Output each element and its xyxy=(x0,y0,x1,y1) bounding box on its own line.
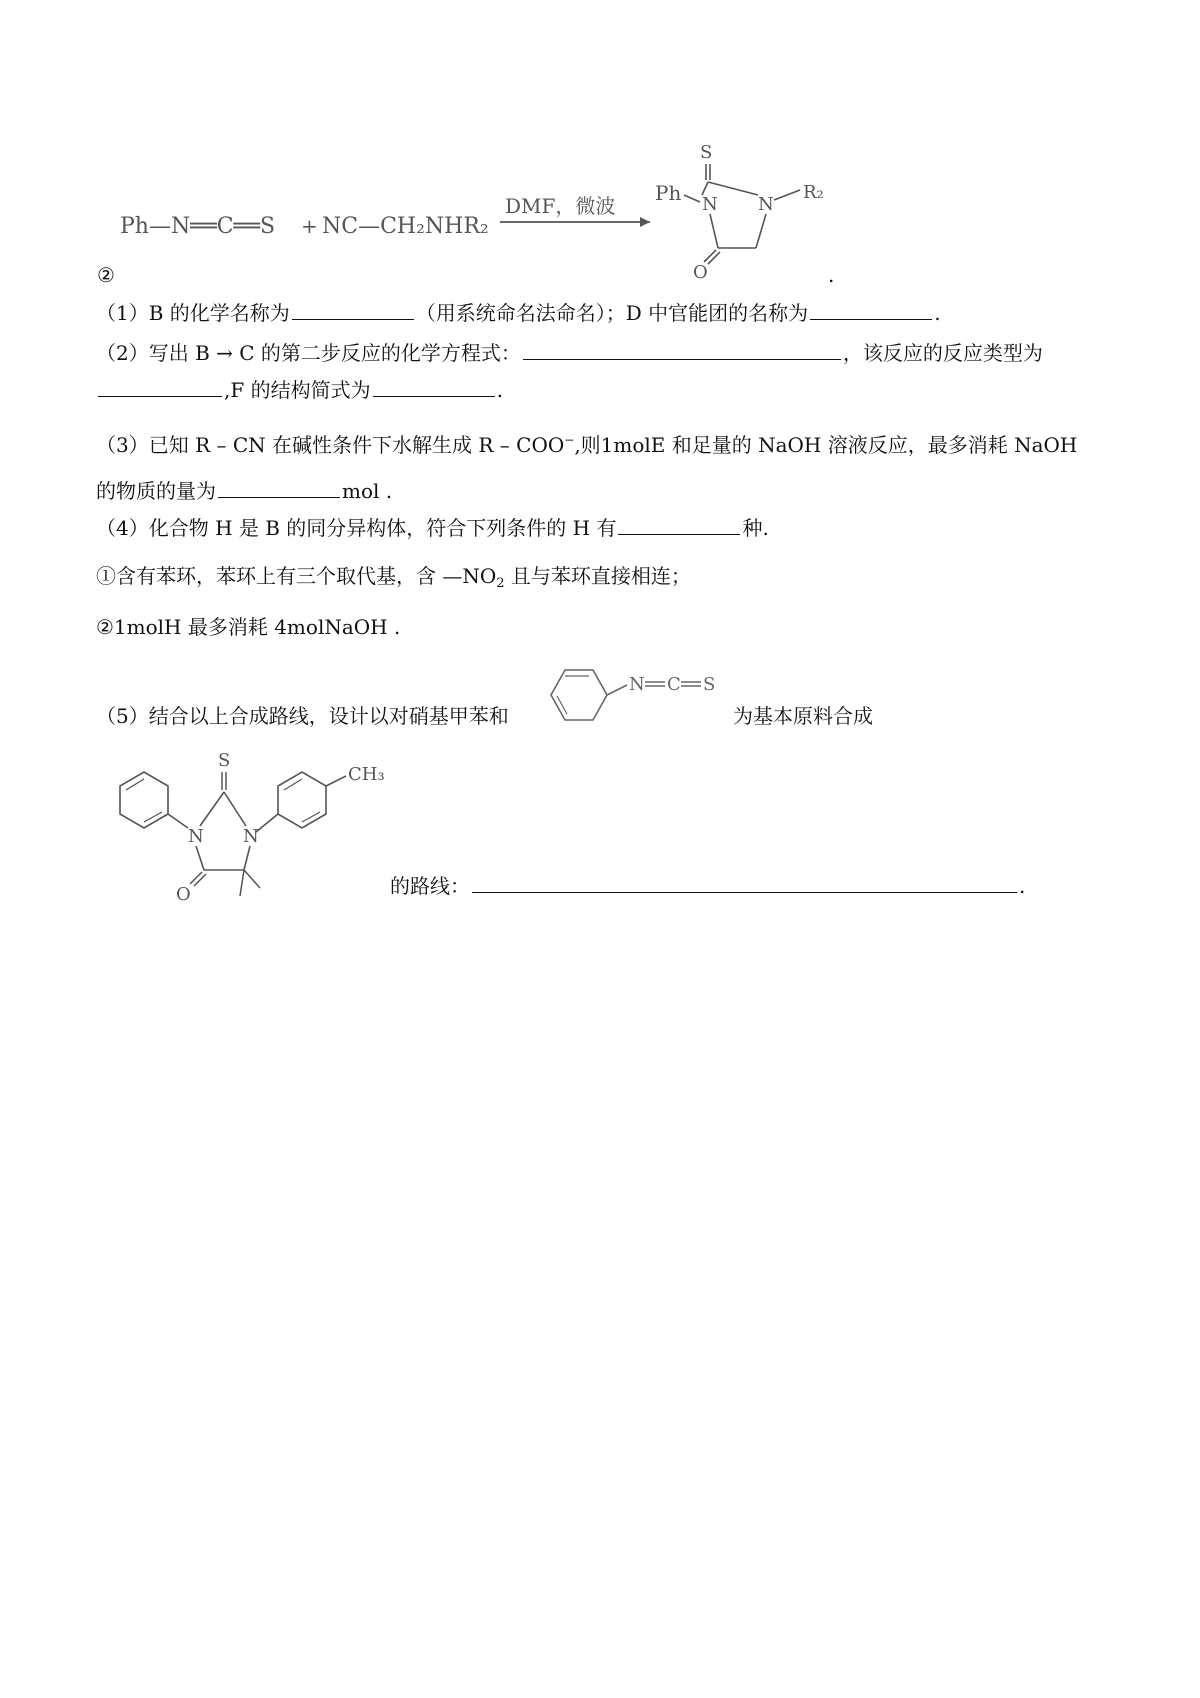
question-2-cont xyxy=(96,374,503,404)
q2-blank-equation[interactable] xyxy=(523,337,841,360)
q2-blank-reaction-type[interactable] xyxy=(98,374,222,397)
product-r2-label: R₂ xyxy=(803,182,824,203)
q4-cond1-text-b: 且与苯环直接相连； xyxy=(504,564,691,588)
product-o-label: O xyxy=(693,262,708,283)
scheme-end-dot: . xyxy=(828,263,835,287)
q2-blank-f-structure[interactable] xyxy=(373,374,495,397)
q3-text-c: 的物质的量为 xyxy=(96,479,216,503)
q4-cond2-text: ②1molH 最多消耗 4molNaOH . xyxy=(96,615,401,639)
q1-text-a: （1）B 的化学名称为 xyxy=(96,301,290,325)
product-ph-label: Ph xyxy=(655,181,682,205)
q1-text-c: . xyxy=(934,301,941,325)
q3-text-a: （3）已知 R – CN 在碱性条件下水解生成 R – COO xyxy=(96,433,565,457)
reagent-n-label: N xyxy=(629,674,645,695)
q3-text-d: mol . xyxy=(342,479,393,503)
target-molecule xyxy=(100,748,400,908)
product-n2-label: N xyxy=(758,194,774,215)
product-s-label: S xyxy=(700,142,713,163)
reagent-c-label: C xyxy=(667,674,681,695)
question-1 xyxy=(96,297,941,327)
q1-blank-b-name[interactable] xyxy=(292,297,414,320)
question-4 xyxy=(96,512,769,542)
q5-text-d: . xyxy=(1019,874,1026,898)
reaction-conditions: DMF，微波 xyxy=(505,194,616,218)
question-3-cont xyxy=(96,475,392,505)
q3-charge: − xyxy=(564,433,575,447)
reagent-benzene-ring xyxy=(551,670,607,720)
reactant-phenyl-isothiocyanate: Ph—N══C══S xyxy=(120,214,276,239)
q4-cond1-text-a: ①含有苯环，苯环上有三个取代基，含 —NO xyxy=(96,564,497,588)
reagent-phenyl-isothiocyanate xyxy=(535,660,735,730)
target-o-label: O xyxy=(176,884,191,905)
question-5 xyxy=(96,702,509,730)
q2-text-a: （2）写出 B → C 的第二步反应的化学方程式： xyxy=(96,341,521,365)
q1-text-b: （用系统命名法命名）；D 中官能团的名称为 xyxy=(415,301,809,325)
q4-blank-isomer-count[interactable] xyxy=(618,512,740,535)
q3-text-b: ,则1molE 和足量的 NaOH 溶液反应，最多消耗 NaOH xyxy=(574,433,1078,457)
q1-blank-d-functional-group[interactable] xyxy=(810,297,932,320)
question-5-route xyxy=(390,870,1025,900)
reagent-s-label: S xyxy=(703,674,716,695)
q4-text-a: （4）化合物 H 是 B 的同分异构体，符合下列条件的 H 有 xyxy=(96,516,617,540)
reaction-number: ② xyxy=(97,263,115,287)
q2-text-d: . xyxy=(496,378,503,402)
q3-blank-naoh-amount[interactable] xyxy=(218,475,340,498)
q4-text-b: 种. xyxy=(742,516,769,540)
q5-text-c: 的路线： xyxy=(390,874,470,898)
q4-condition-1 xyxy=(96,562,691,598)
q4-cond1-sub: 2 xyxy=(496,576,505,591)
reactant-aminonitrile: NC—CH₂NHR₂ xyxy=(322,214,489,239)
target-right-benzene xyxy=(278,772,326,828)
q2-text-c: ,F 的结构简式为 xyxy=(224,378,371,402)
arrow-head xyxy=(640,217,650,227)
target-s-label: S xyxy=(218,750,231,771)
question-5-b xyxy=(733,702,873,730)
target-ch3-label: CH₃ xyxy=(348,764,385,785)
q4-condition-2 xyxy=(96,613,400,641)
plus-sign: + xyxy=(301,214,318,238)
target-n2-label: N xyxy=(243,826,259,847)
q2-text-b: ，该反应的反应类型为 xyxy=(842,341,1043,365)
q5-blank-synthesis-route[interactable] xyxy=(472,870,1017,893)
target-left-benzene xyxy=(120,772,168,828)
reaction-scheme xyxy=(0,0,1200,290)
question-3 xyxy=(96,426,1077,459)
product-n1-label: N xyxy=(702,194,718,215)
q5-text-a: （5）结合以上合成路线，设计以对硝基甲苯和 xyxy=(96,704,509,728)
q5-text-b: 为基本原料合成 xyxy=(733,704,873,728)
target-n1-label: N xyxy=(188,826,204,847)
question-2 xyxy=(96,337,1043,367)
